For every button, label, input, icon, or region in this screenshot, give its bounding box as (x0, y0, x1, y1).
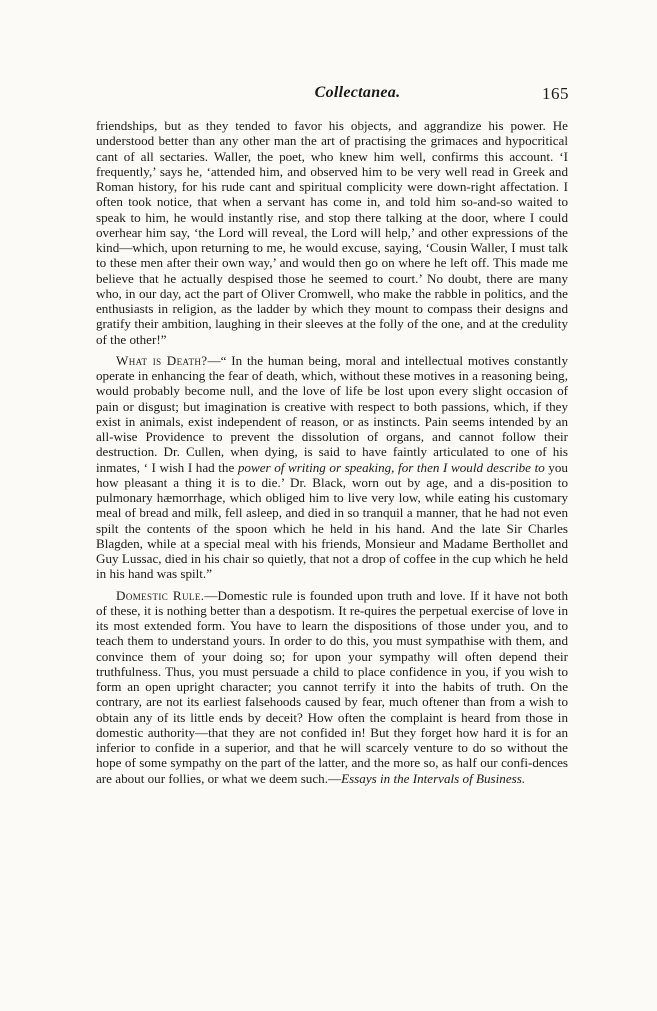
page-header (96, 84, 569, 110)
paragraph-domestic-rule (96, 588, 568, 786)
section-heading: What is Death? (116, 352, 208, 368)
body-text (96, 118, 568, 786)
paragraph-text: friendships, but as they tended to favor his objects, and aggrandize his power. He understood better than any other man the art of practising the grimaces and hypocritical cant of all sectaries. Waller, the poet, who knew him well, confirms this account. ‘I frequently,’ says he, ‘attended him, and observed him to be very well read in Greek and Roman history, for his rude cant and spiritual complicity were down-right affectation. I often took notice, that when a servant has come in, and told him so-and-so waited to speak to him, he would instantly rise, and stop there talking at the door, where I could overhear him say, ‘the Lord will reveal, the Lord will help,’ and other expressions of the kind—which, upon returning to me, he would excuse, saying, ‘Cousin Waller, I must talk to these men after their own way,’ and would then go on where he left off. This made me believe that he actually despised those he seemed to court.’ No doubt, there are many who, in our day, act the part of Oliver Cromwell, who make the rabble in politics, and the enthusiasts in religion, as the ladder by which they mount to compass their designs and gratify their ambition, laughing in their sleeves at the folly of the one, and at the credulity of the other!” (96, 118, 568, 347)
italic-quote: power of writing or speaking, for then I would describe to (237, 459, 545, 475)
running-title: Collectanea. (314, 84, 401, 101)
paragraph-text: —Domestic rule is founded upon truth and love. If it have not both of these, it is nothing better than a despotism. It re-quires the perpetual exercise of love in its most extended form. You have to learn the dispositions of those under you, and to teach them to understand yours. In order to do this, you must sympathise with them, and convince them of your doing so; for upon your sympathy will often depend their truthfulness. Thus, you must persuade a child to place confidence in you, if you wish to form an open upright character; you cannot terrify it into the habits of truth. On the contrary, are not its earliest falsehoods caused by fear, much oftener than from a wish to obtain any of its little ends by deceit? How often the complaint is heard from those in domestic authority—that they are not confided in! But they forget how hard it is for an inferior to confide in a superior, and that he will scarcely venture to do so without the hope of some sympathy on the part of the latter, and the more so, as half our confi-dences are about our follies, or what we deem such.— (96, 587, 568, 786)
section-heading: Domestic Rule. (116, 587, 205, 603)
paragraph-text: you how pleasant a thing it is to die.’ Dr. Black, worn out by age, and a dis-position to pulmonary hæmorrhage, which obliged him to live very low, while eating his customary meal of bread and milk, fell asleep, and died in so tranquil a manner, that he had not even spilt the contents of the spoon which he held in his hand. And the late Sir Charles Blagden, while at a special meal with his friends, Monsieur and Madame Berthollet and Guy Lussac, died in his chair so quietly, that not a drop of coffee in the cup which he held in his hand was spilt.” (96, 459, 568, 582)
paragraph-text: —“ In the human being, moral and intellectual motives constantly operate in enhancing the fear of death, which, without these motives in a reasoning being, would probably become null, and the love of life be lost upon every slight occasion of pain or disgust; but imagination is creative with respect to both passions, which, if they exist in animals, exist independent of reason, or as instincts. Pain seems intended by an all-wise Providence to prevent the dissolution of organs, and cannot follow their destruction. Dr. Cullen, when dying, is said to have faintly articulated to one of his inmates, ‘ I wish I had the (96, 352, 568, 475)
page-number: 165 (542, 84, 569, 103)
paragraph-cromwell (96, 118, 568, 347)
paragraph-what-is-death (96, 353, 568, 582)
source-citation: Essays in the Intervals of Business. (341, 770, 526, 786)
